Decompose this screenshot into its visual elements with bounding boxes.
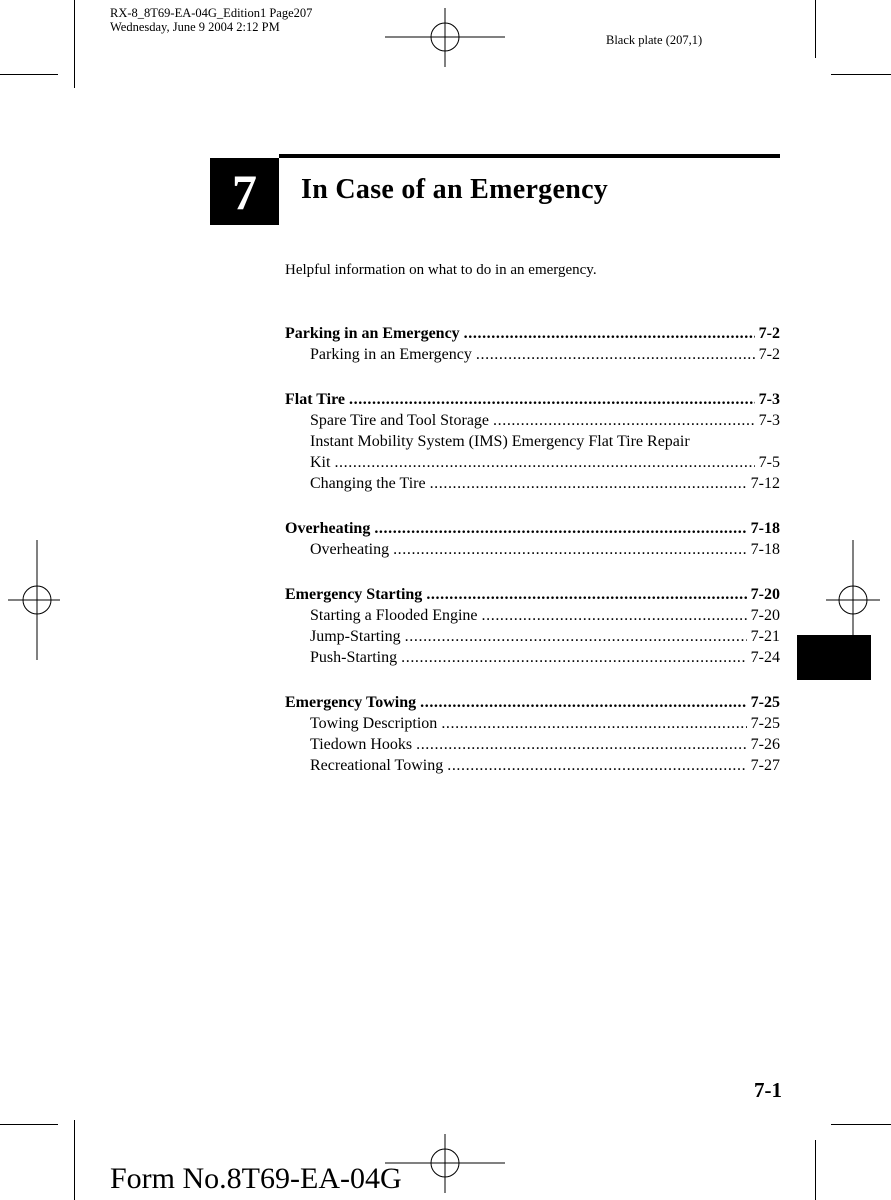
toc-leader xyxy=(374,518,746,539)
toc-entry-title: Overheating xyxy=(285,520,371,537)
toc-entry-sub[interactable] xyxy=(285,734,780,755)
toc-entry-page: 7-18 xyxy=(750,520,780,537)
form-number: Form No.8T69-EA-04G xyxy=(110,1162,402,1195)
toc-entry-title: Tiedown Hooks xyxy=(310,736,413,753)
toc-entry-sub[interactable] xyxy=(285,344,780,365)
toc-section xyxy=(285,518,780,560)
toc-entry-page: 7-25 xyxy=(750,694,780,711)
toc-entry-page: 7-20 xyxy=(750,607,780,624)
print-header-file: RX-8_8T69-EA-04G_Edition1 Page207 xyxy=(110,6,313,20)
toc-entry-sub[interactable] xyxy=(285,539,780,560)
table-of-contents xyxy=(285,323,780,800)
toc-entry-sub[interactable] xyxy=(285,410,780,431)
toc-section xyxy=(285,692,780,776)
toc-entry-title: Changing the Tire xyxy=(310,475,426,492)
toc-entry-main[interactable] xyxy=(285,323,780,344)
toc-leader xyxy=(416,734,747,755)
toc-entry-sub[interactable] xyxy=(285,626,780,647)
toc-entry-title: Parking in an Emergency xyxy=(310,346,472,363)
toc-leader xyxy=(441,713,746,734)
toc-entry-title: Overheating xyxy=(310,541,390,558)
toc-leader xyxy=(420,692,747,713)
chapter-thumb-tab xyxy=(797,635,871,680)
toc-entry-page: 7-18 xyxy=(750,541,780,558)
toc-leader xyxy=(405,626,747,647)
toc-entry-title: Emergency Towing xyxy=(285,694,417,711)
toc-entry-title: Parking in an Emergency xyxy=(285,325,460,342)
toc-entry-sub[interactable] xyxy=(285,755,780,776)
toc-entry-title: Towing Description xyxy=(310,715,438,732)
toc-entry-page: 7-3 xyxy=(758,412,780,429)
toc-entry-title: Jump-Starting xyxy=(310,628,401,645)
toc-entry-page: 7-12 xyxy=(750,475,780,492)
print-header-date: Wednesday, June 9 2004 2:12 PM xyxy=(110,20,280,34)
toc-leader xyxy=(349,389,755,410)
toc-entry-title: Starting a Flooded Engine xyxy=(310,607,478,624)
toc-entry-sub-line2[interactable] xyxy=(285,452,780,473)
toc-leader xyxy=(426,584,746,605)
toc-leader xyxy=(482,605,747,626)
toc-leader xyxy=(430,473,747,494)
toc-entry-main[interactable] xyxy=(285,389,780,410)
toc-section xyxy=(285,323,780,365)
toc-entry-page: 7-3 xyxy=(758,391,780,408)
toc-leader xyxy=(493,410,755,431)
toc-leader xyxy=(476,344,755,365)
toc-entry-title: Emergency Starting xyxy=(285,586,423,603)
toc-entry-sub[interactable] xyxy=(285,647,780,668)
toc-entry-sub[interactable] xyxy=(285,473,780,494)
toc-entry-page: 7-2 xyxy=(758,346,780,363)
chapter-title: In Case of an Emergency xyxy=(301,174,609,205)
chapter-rule xyxy=(279,154,780,158)
toc-leader xyxy=(447,755,746,776)
toc-entry-sub[interactable] xyxy=(285,605,780,626)
toc-entry-page: 7-20 xyxy=(750,586,780,603)
toc-entry-main[interactable] xyxy=(285,692,780,713)
plate-label: Black plate (207,1) xyxy=(606,33,703,47)
toc-section xyxy=(285,584,780,668)
toc-entry-main[interactable] xyxy=(285,584,780,605)
chapter-number: 7 xyxy=(210,158,279,225)
toc-section xyxy=(285,389,780,494)
toc-entry-title: Instant Mobility System (IMS) Emergency Flat Tire Repair xyxy=(310,433,690,450)
toc-entry-title: Push-Starting xyxy=(310,649,398,666)
toc-entry-page: 7-24 xyxy=(750,649,780,666)
toc-entry-title: Recreational Towing xyxy=(310,757,444,774)
toc-entry-page: 7-21 xyxy=(750,628,780,645)
toc-entry-page: 7-25 xyxy=(750,715,780,732)
toc-entry-title: Spare Tire and Tool Storage xyxy=(310,412,490,429)
toc-entry-page: 7-27 xyxy=(750,757,780,774)
page-number: 7-1 xyxy=(754,1078,782,1102)
toc-entry-page: 7-2 xyxy=(758,325,780,342)
toc-entry-sub-line1[interactable] xyxy=(285,431,780,452)
toc-entry-page: 7-26 xyxy=(750,736,780,753)
toc-entry-page: 7-5 xyxy=(758,454,780,471)
chapter-intro: Helpful information on what to do in an emergency. xyxy=(285,262,597,278)
toc-entry-main[interactable] xyxy=(285,518,780,539)
toc-entry-title: Flat Tire xyxy=(285,391,345,408)
toc-leader xyxy=(393,539,747,560)
toc-leader xyxy=(401,647,747,668)
toc-leader xyxy=(464,323,755,344)
toc-leader xyxy=(334,452,754,473)
toc-entry-title-cont: Kit xyxy=(310,454,331,471)
toc-entry-sub[interactable] xyxy=(285,713,780,734)
